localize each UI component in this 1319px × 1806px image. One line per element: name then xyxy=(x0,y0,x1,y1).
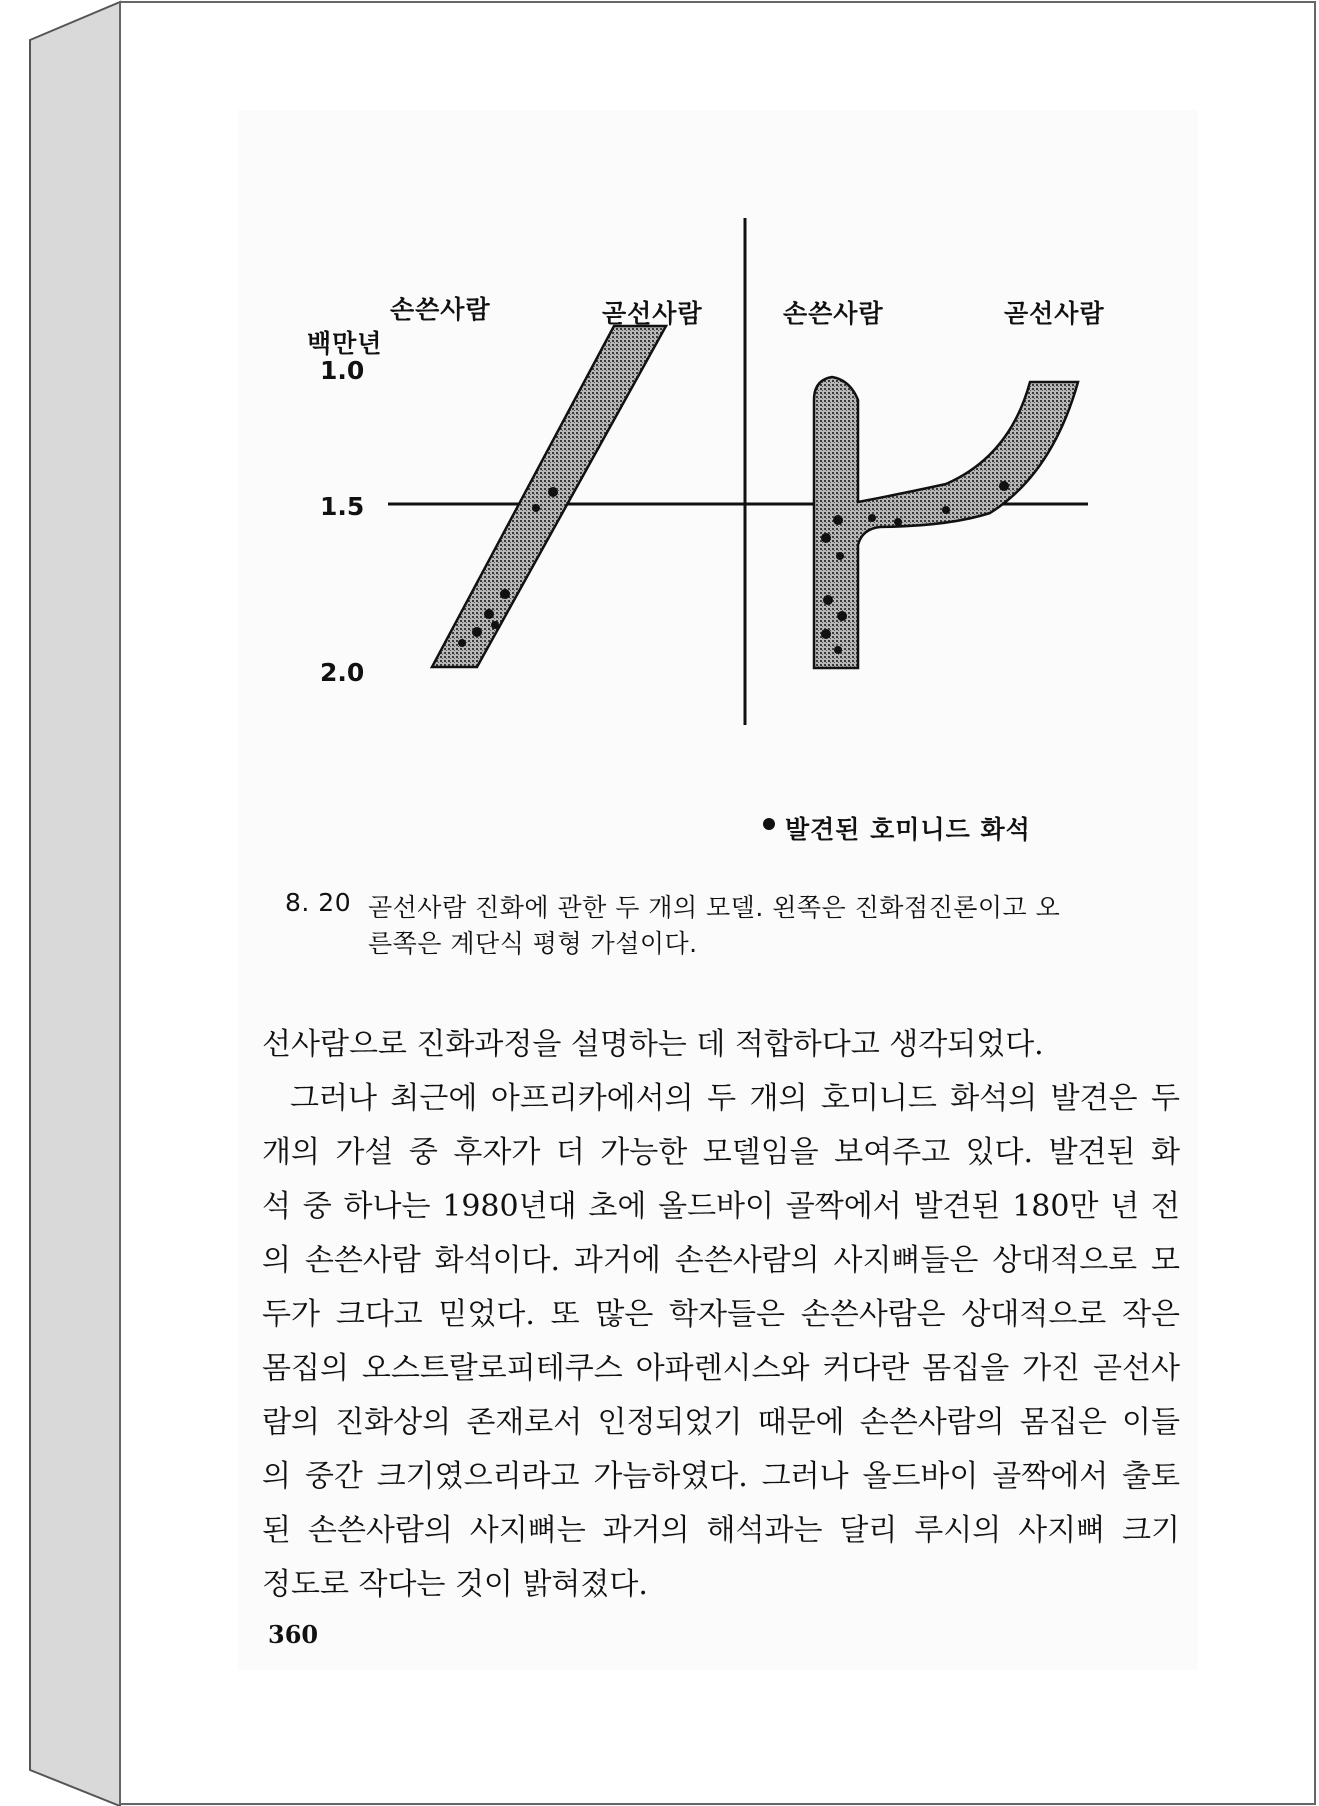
body-line: 된 손쓴사람의 사지뼈는 과거의 해석과는 달리 루시의 사지뼈 크기 xyxy=(262,1513,1180,1548)
body-line: 의 중간 크기였으리라고 가늠하였다. 그러나 올드바이 골짝에서 출토 xyxy=(262,1459,1180,1494)
label-left-model-erectus: 곧선사람 xyxy=(602,299,703,328)
caption-line-1: 곧선사람 진화에 관한 두 개의 모델. 왼쪽은 진화점진론이고 오 xyxy=(368,893,1061,922)
body-line: 개의 가설 중 후자가 더 가능한 모델임을 보여주고 있다. 발견된 화 xyxy=(262,1135,1180,1170)
body-paragraph xyxy=(262,1018,1180,1612)
body-line: 석 중 하나는 1980년대 초에 올드바이 골짝에서 발견된 180만 년 전 xyxy=(262,1189,1180,1224)
y-tick-2-0: 2.0 xyxy=(320,658,365,687)
label-left-model-habilis: 손쓴사람 xyxy=(390,295,491,324)
legend-bullet xyxy=(763,818,775,830)
body-line: 의 손쓴사람 화석이다. 과거에 손쓴사람의 사지뼈들은 상대적으로 모 xyxy=(262,1243,1180,1278)
book-spine xyxy=(30,2,120,1806)
body-line: 두가 크다고 믿었다. 또 많은 학자들은 손쓴사람은 상대적으로 작은 xyxy=(262,1297,1180,1332)
body-line: 선사람으로 진화과정을 설명하는 데 적합하다고 생각되었다. xyxy=(262,1027,1044,1062)
body-line: 정도로 작다는 것이 밝혀졌다. xyxy=(262,1567,648,1602)
y-axis-unit: 백만년 xyxy=(307,329,383,358)
label-right-model-erectus: 곧선사람 xyxy=(1004,299,1105,328)
figure-number: 8. 20 xyxy=(285,888,352,917)
caption-line-2: 른쪽은 계단식 평형 가설이다. xyxy=(368,929,698,958)
body-line: 그러나 최근에 아프리카에서의 두 개의 호미니드 화석의 발견은 두 xyxy=(290,1081,1180,1116)
y-tick-1-5: 1.5 xyxy=(320,492,365,521)
body-line: 몸집의 오스트랄로피테쿠스 아파렌시스와 커다란 몸집을 가진 곧선사 xyxy=(262,1351,1180,1386)
page-number: 360 xyxy=(268,1620,319,1649)
label-right-model-habilis: 손쓴사람 xyxy=(783,299,884,328)
legend-text: 발견된 호미니드 화석 xyxy=(785,815,1031,844)
body-line: 람의 진화상의 존재로서 인정되었기 때문에 손쓴사람의 몸집은 이들 xyxy=(262,1405,1180,1440)
y-tick-1-0: 1.0 xyxy=(320,356,365,385)
